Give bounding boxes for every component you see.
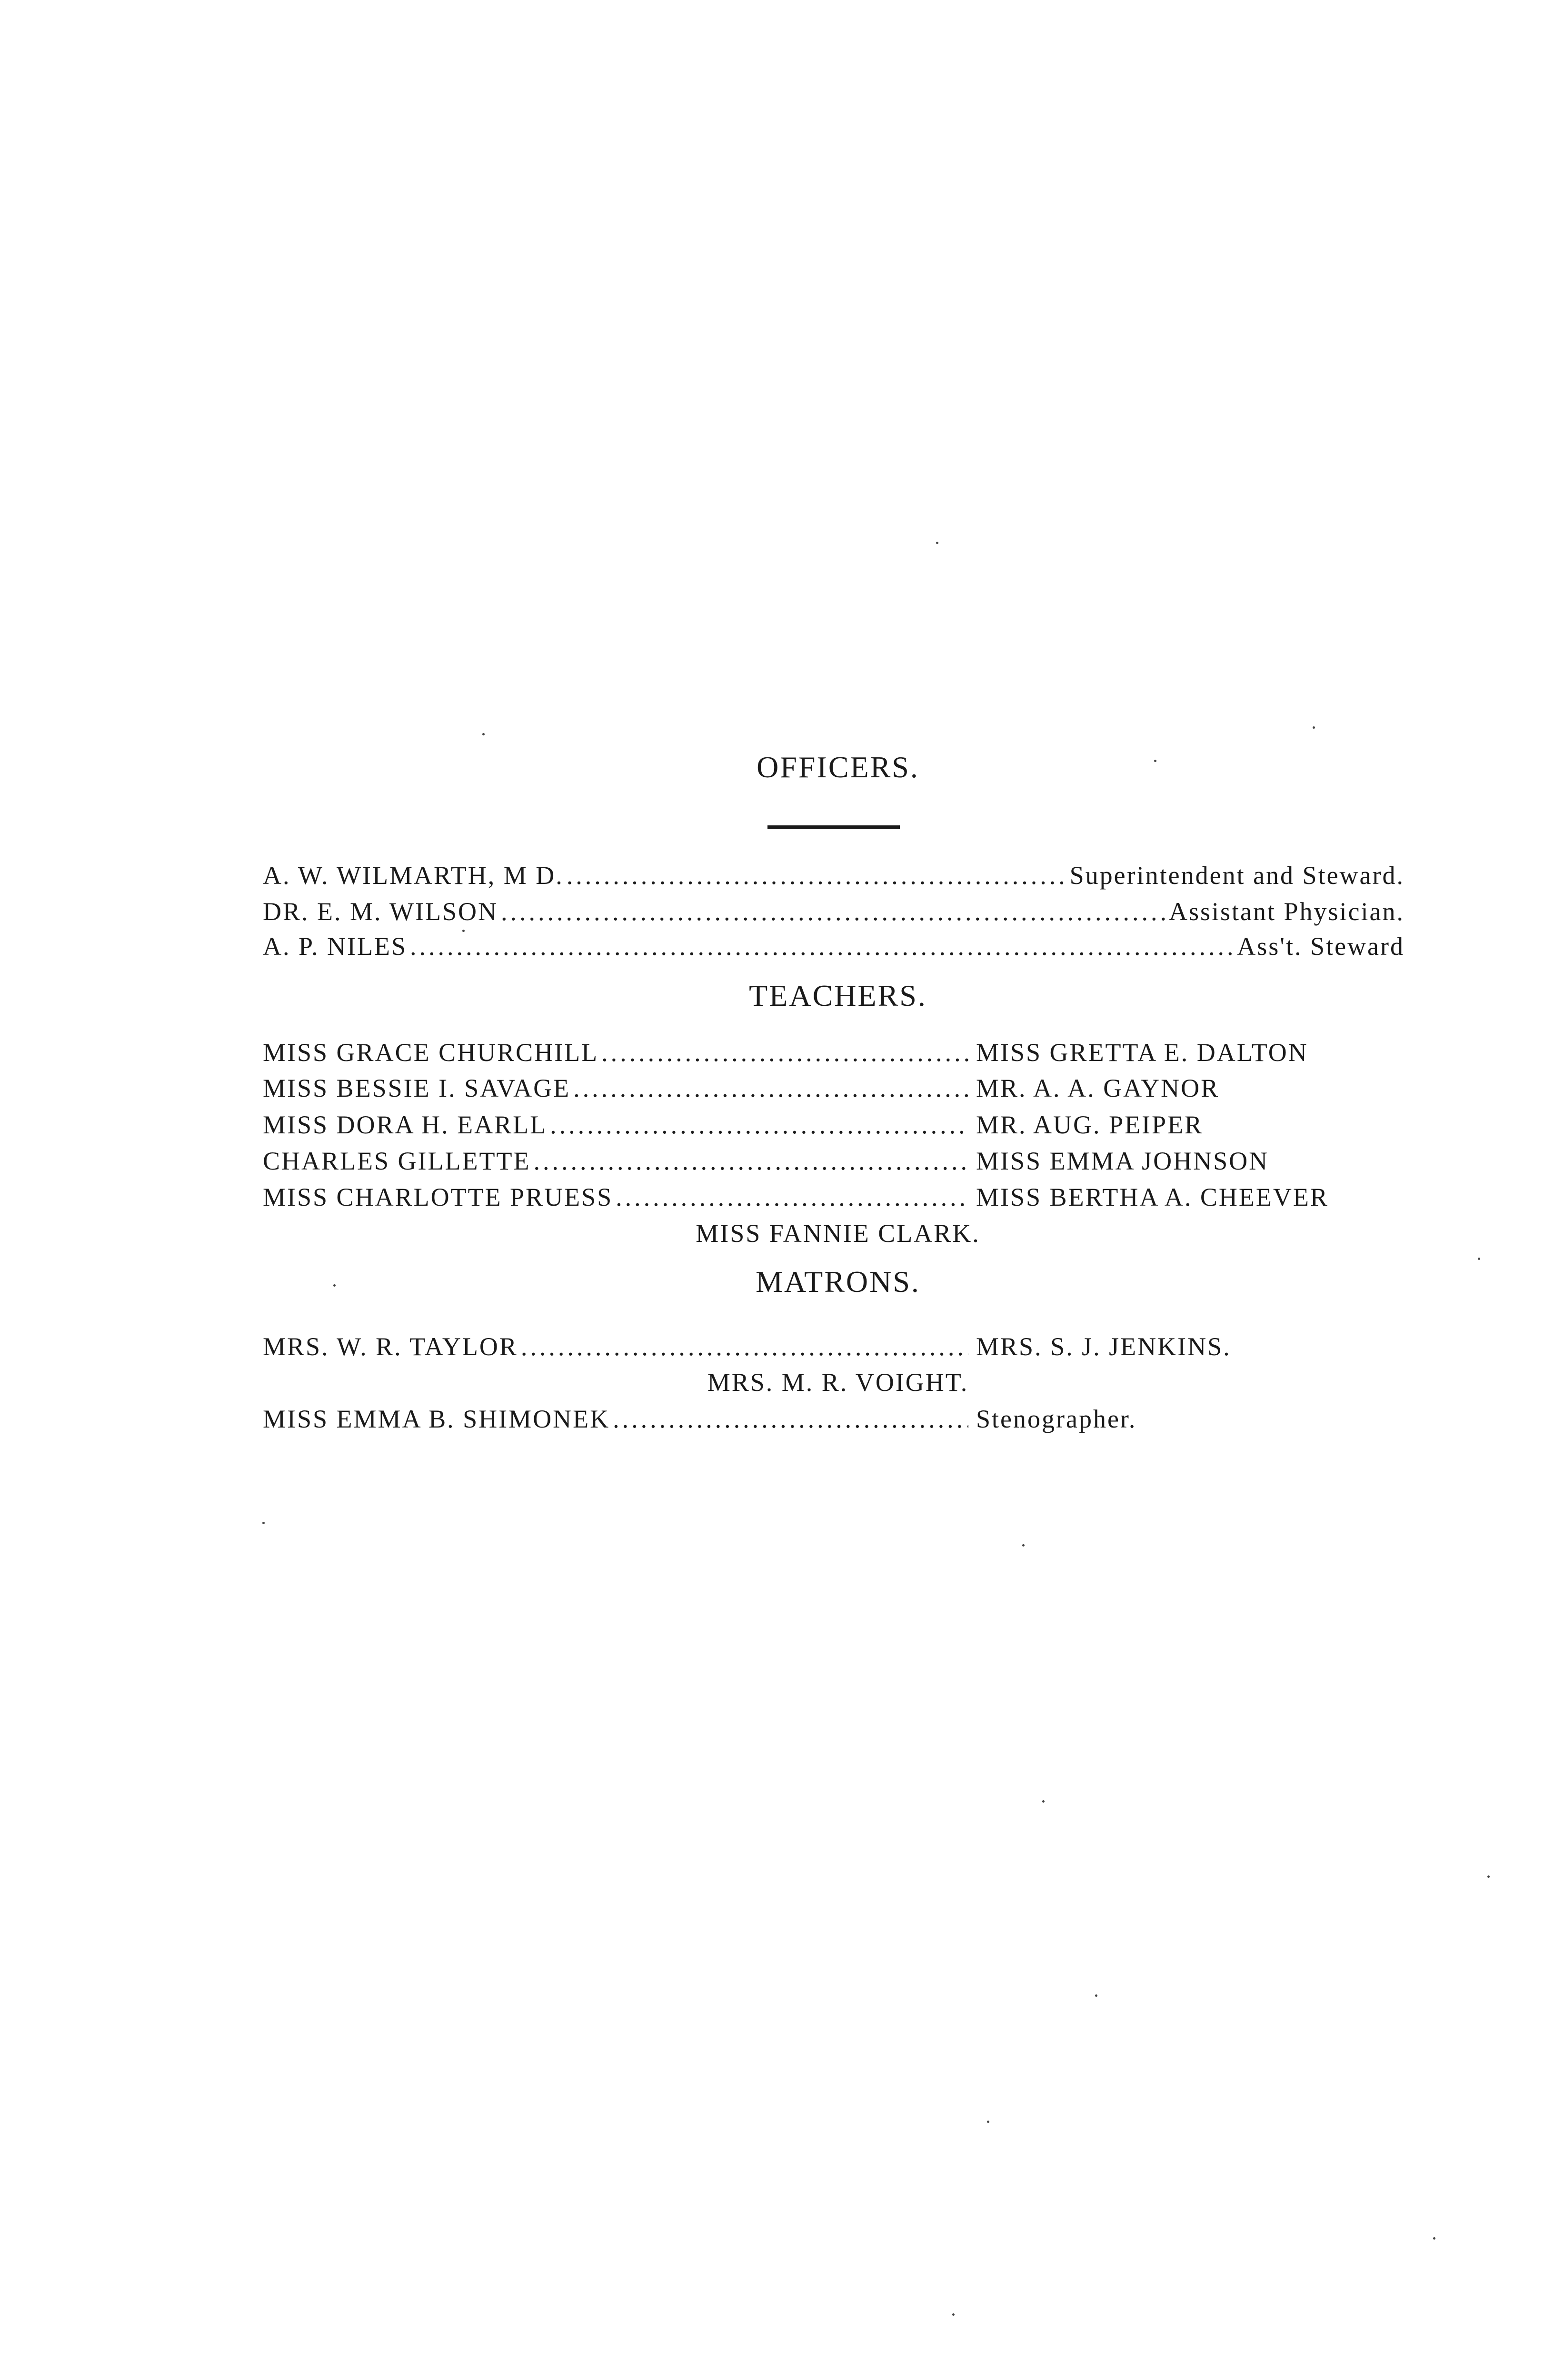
officer-row bbox=[263, 932, 1405, 966]
scan-speck bbox=[1433, 2237, 1435, 2240]
dot-leader bbox=[521, 1332, 968, 1361]
teacher-row bbox=[263, 1110, 1204, 1144]
scan-speck bbox=[462, 930, 465, 932]
officer-name: A. W. WILMARTH, M D. bbox=[263, 861, 564, 890]
matron-row bbox=[263, 1332, 1231, 1366]
officer-title: Superintendent and Steward. bbox=[1069, 861, 1405, 890]
officer-title: Assistant Physician. bbox=[1168, 897, 1405, 926]
teacher-row bbox=[263, 1182, 1329, 1217]
teacher-row bbox=[263, 1038, 1308, 1072]
officer-row bbox=[263, 897, 1405, 931]
scan-speck bbox=[1487, 1875, 1490, 1878]
teacher-row bbox=[263, 1146, 1269, 1180]
dot-leader bbox=[601, 1038, 968, 1067]
scan-speck bbox=[1313, 726, 1315, 729]
teacher-name-right: MISS EMMA JOHNSON bbox=[976, 1147, 1269, 1175]
dot-leader bbox=[573, 1073, 968, 1103]
dot-leader bbox=[613, 1404, 968, 1434]
scan-speck bbox=[987, 2121, 989, 2123]
scan-speck bbox=[1154, 760, 1156, 762]
teacher-name-left: MISS CHARLOTTE PRUESS bbox=[263, 1183, 613, 1211]
teacher-name-left: MISS BESSIE I. SAVAGE bbox=[263, 1074, 571, 1102]
scan-speck bbox=[262, 1522, 265, 1524]
heading-rule bbox=[767, 825, 900, 829]
matron-name-left: MRS. W. R. TAYLOR bbox=[263, 1332, 518, 1361]
scan-speck bbox=[1022, 1544, 1025, 1547]
scan-speck bbox=[1478, 1258, 1480, 1260]
stenographer-row bbox=[263, 1404, 1137, 1438]
officer-row bbox=[263, 861, 1405, 895]
matrons-heading: MATRONS. bbox=[756, 1265, 920, 1299]
teachers-heading: TEACHERS. bbox=[749, 979, 927, 1012]
officers-heading: OFFICERS. bbox=[757, 750, 919, 784]
matron-single: MRS. M. R. VOIGHT. bbox=[707, 1368, 969, 1397]
teacher-name-right: MISS GRETTA E. DALTON bbox=[976, 1038, 1308, 1067]
scan-speck bbox=[482, 733, 485, 735]
stenographer-name: MISS EMMA B. SHIMONEK bbox=[263, 1405, 610, 1433]
teacher-name-left: MISS GRACE CHURCHILL bbox=[263, 1038, 599, 1067]
teacher-name-left: MISS DORA H. EARLL bbox=[263, 1111, 548, 1139]
scan-speck bbox=[952, 2313, 955, 2316]
scan-speck bbox=[1095, 1994, 1097, 1997]
officer-name: DR. E. M. WILSON bbox=[263, 897, 498, 926]
stenographer-title: Stenographer. bbox=[976, 1405, 1137, 1433]
teacher-name-right: MR. A. A. GAYNOR bbox=[976, 1074, 1220, 1102]
scan-speck bbox=[1042, 1800, 1045, 1803]
dot-leader bbox=[410, 932, 1234, 961]
teacher-name-right: MR. AUG. PEIPER bbox=[976, 1111, 1204, 1139]
teacher-name-right: MISS BERTHA A. CHEEVER bbox=[976, 1183, 1329, 1211]
scan-speck bbox=[333, 1284, 336, 1287]
dot-leader bbox=[550, 1110, 968, 1140]
dot-leader bbox=[616, 1182, 968, 1212]
dot-leader bbox=[567, 861, 1067, 890]
matron-name-right: MRS. S. J. JENKINS. bbox=[976, 1332, 1231, 1361]
dot-leader bbox=[533, 1146, 968, 1176]
teacher-name-left: CHARLES GILLETTE bbox=[263, 1147, 531, 1175]
dot-leader bbox=[501, 897, 1166, 926]
officer-title: Ass't. Steward bbox=[1237, 932, 1405, 961]
officer-name: A. P. NILES bbox=[263, 932, 408, 961]
scan-speck bbox=[936, 542, 938, 544]
teacher-single: MISS FANNIE CLARK. bbox=[696, 1219, 980, 1248]
teacher-row bbox=[263, 1073, 1220, 1108]
